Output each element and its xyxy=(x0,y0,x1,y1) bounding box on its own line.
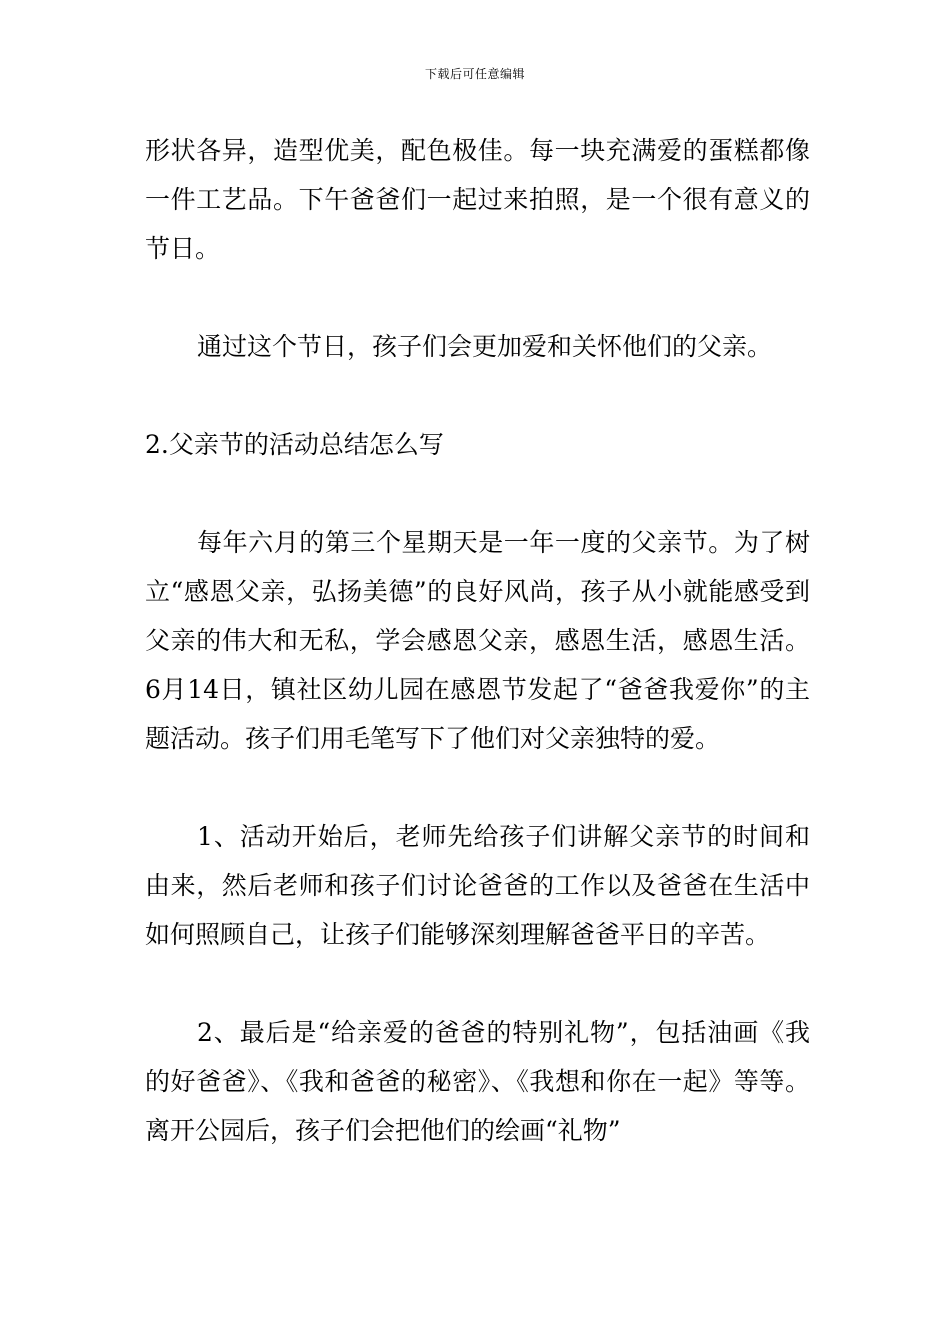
paragraph-gap xyxy=(145,273,810,322)
paragraph-activity-step-2: 2、最后是“给亲爱的爸爸的特别礼物”，包括油画《我的好爸爸》、《我和爸爸的秘密》、《我想和你在一起》等等。离开公园后，孩子们会把他们的绘画“礼物” xyxy=(145,1018,810,1145)
paragraph-cake-description: 形状各异，造型优美，配色极佳。每一块充满爱的蛋糕都像一件工艺品。下午爸爸们一起过来拍照，是一个很有意义的节日。 xyxy=(145,136,810,263)
paragraph-gap xyxy=(145,469,810,518)
document-body xyxy=(145,126,810,1155)
page-header: 下载后可任意编辑 xyxy=(424,67,525,81)
paragraph-gap xyxy=(145,959,810,1008)
paragraph-festival-meaning: 通过这个节日，孩子们会更加爱和关怀他们的父亲。 xyxy=(197,332,773,361)
section-heading: 2.父亲节的活动总结怎么写 xyxy=(145,430,444,459)
paragraph-activity-step-1: 1、活动开始后，老师先给孩子们讲解父亲节的时间和由来，然后老师和孩子们讨论爸爸的工作以及爸爸在生活中如何照顾自己，让孩子们能够深刻理解爸爸平日的辛苦。 xyxy=(145,822,810,949)
paragraph-fathers-day-intro: 每年六月的第三个星期天是一年一度的父亲节。为了树立“感恩父亲，弘扬美德”的良好风尚，孩子从小就能感受到父亲的伟大和无私，学会感恩父亲，感恩生活，感恩生活。6月14日，镇社区幼儿园在感恩节发起了“爸爸我爱你”的主题活动。孩子们用毛笔写下了他们对父亲独特的爱。 xyxy=(145,528,810,753)
paragraph-gap xyxy=(145,763,810,812)
paragraph-gap xyxy=(145,371,810,420)
